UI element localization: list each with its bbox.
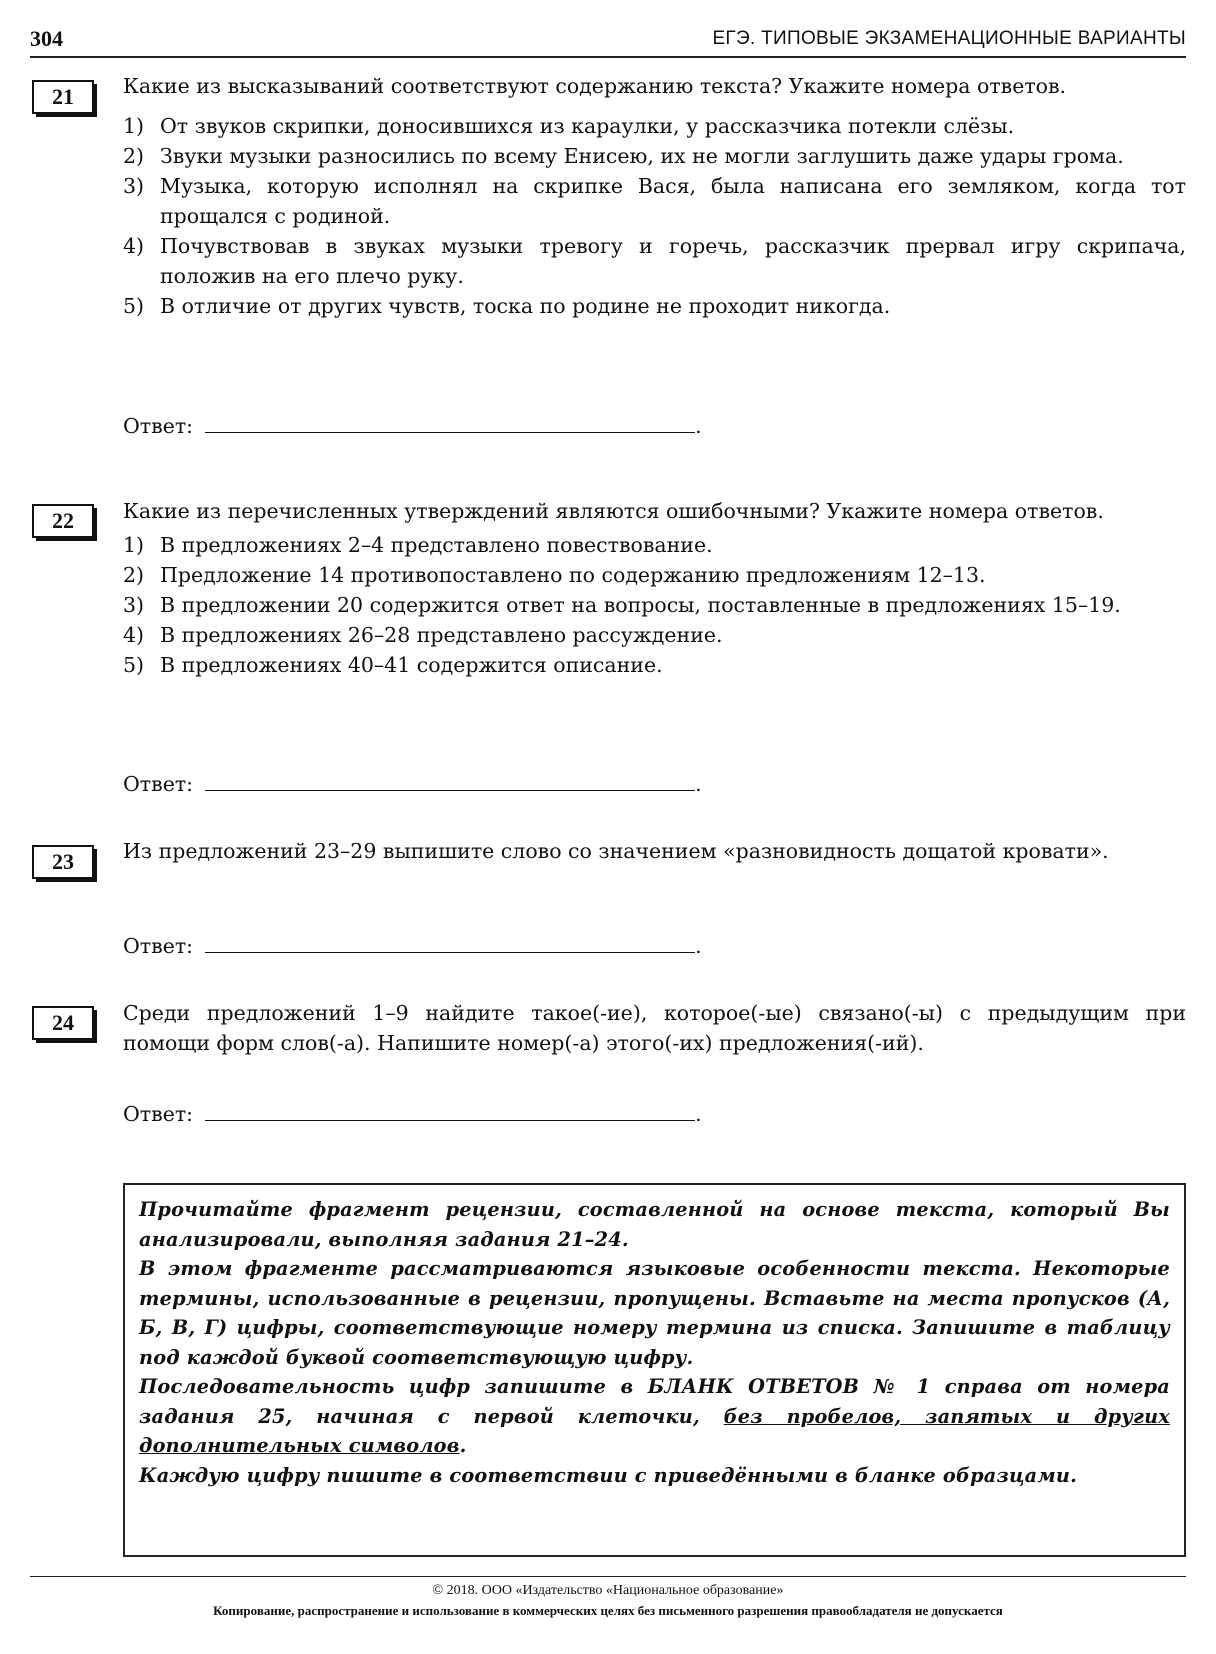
instruction-paragraph: В этом фрагменте рассматриваются языковые особенности текста. Некоторые термины, использованные в рецензии, пропущены. Вставьте на места пропусков (А, Б, В, Г) цифры, соответствующие номеру термина из списка. Запишите в таблицу под каждой буквой соответствующую цифру. — [139, 1257, 1170, 1369]
option-item: 2) Предложение 14 противопоставлено по содержанию предложениям 12–13. — [123, 563, 986, 587]
instruction-box — [123, 1183, 1186, 1557]
options-list — [123, 111, 1186, 321]
task-prompt: Среди предложений 1–9 найдите такое(-ие), которое(-ые) связано(-ы) с предыдущим при помощи форм слов(-а). Напишите номер(-а) этого(-их) предложения(-ий). — [123, 1001, 1186, 1055]
task-content — [123, 998, 1186, 1058]
answer-label: Ответ: — [123, 772, 194, 796]
answer-label: Ответ: — [123, 934, 194, 958]
option-item: 1) В предложениях 2–4 представлено повествование. — [123, 533, 713, 557]
task-prompt: Какие из перечисленных утверждений являются ошибочными? Укажите номера ответов. — [123, 499, 1104, 523]
answer-label: Ответ: — [123, 1102, 194, 1126]
task-number-box: 21 — [32, 80, 94, 114]
answer-line[interactable] — [205, 410, 695, 433]
option-item: 3) В предложении 20 содержится ответ на вопросы, поставленные в предложениях 15–19. — [123, 593, 1121, 617]
option-item: 2) Звуки музыки разносились по всему Енисею, их не могли заглушить даже удары грома. — [123, 144, 1124, 168]
copy-notice: Копирование, распространение и использование в коммерческих целях без письменного разрешения правообладателя не допускается — [213, 1603, 1003, 1618]
task-number-box: 22 — [32, 504, 94, 538]
copyright: © 2018. ООО «Издательство «Национальное образование» — [432, 1583, 784, 1598]
page-header — [30, 22, 1186, 58]
task-content — [123, 496, 1186, 680]
option-item: 5) В отличие от других чувств, тоска по родине не проходит никогда. — [123, 294, 891, 318]
page-footer — [30, 1576, 1186, 1618]
answer-line[interactable] — [205, 1098, 695, 1121]
option-item: 3) Музыка, которую исполнял на скрипке Вася, была написана его земляком, когда тот прощался с родиной. — [123, 174, 1186, 228]
task-number-box: 24 — [32, 1006, 94, 1040]
answer-field[interactable]: Ответ: . — [123, 768, 702, 799]
option-item: 4) Почувствовав в звуках музыки тревогу и горечь, рассказчик прервал игру скрипача, положив на его плечо руку. — [123, 234, 1186, 288]
underlined-emphasis: без пробелов, запятых и других дополнительных символов — [139, 1404, 1170, 1457]
task-number-box: 23 — [32, 845, 94, 879]
answer-field[interactable]: Ответ: . — [123, 1098, 702, 1129]
options-list — [123, 530, 1186, 680]
answer-label: Ответ: — [123, 414, 194, 438]
option-item: 5) В предложениях 40–41 содержится описание. — [123, 653, 663, 677]
answer-line[interactable] — [205, 930, 695, 953]
task-prompt: Из предложений 23–29 выпишите слово со значением «разновидность дощатой кровати». — [123, 839, 1109, 863]
answer-field[interactable]: Ответ: . — [123, 930, 702, 961]
instruction-paragraph: Каждую цифру пишите в соответствии с приведёнными в бланке образцами. — [139, 1463, 1078, 1487]
instruction-paragraph: Прочитайте фрагмент рецензии, составленной на основе текста, который Вы анализировали, выполняя задания 21–24. — [139, 1198, 1170, 1251]
running-title: ЕГЭ. ТИПОВЫЕ ЭКЗАМЕНАЦИОННЫЕ ВАРИАНТЫ — [712, 28, 1186, 49]
instruction-paragraph: Последовательность цифр запишите в БЛАНК ОТВЕТОВ № 1 справа от номера задания 25, начиная с первой клеточки, без пробелов, запятых и других дополнительных символов. — [139, 1375, 1170, 1457]
page-number: 304 — [30, 26, 63, 51]
answer-field[interactable]: Ответ: . — [123, 410, 702, 441]
task-content — [123, 71, 1186, 321]
option-item: 1) От звуков скрипки, доносившихся из караулки, у рассказчика потекли слёзы. — [123, 114, 1015, 138]
task-prompt: Какие из высказываний соответствуют содержанию текста? Укажите номера ответов. — [123, 74, 1067, 98]
answer-line[interactable] — [205, 768, 695, 791]
option-item: 4) В предложениях 26–28 представлено рассуждение. — [123, 623, 723, 647]
task-content — [123, 836, 1186, 866]
